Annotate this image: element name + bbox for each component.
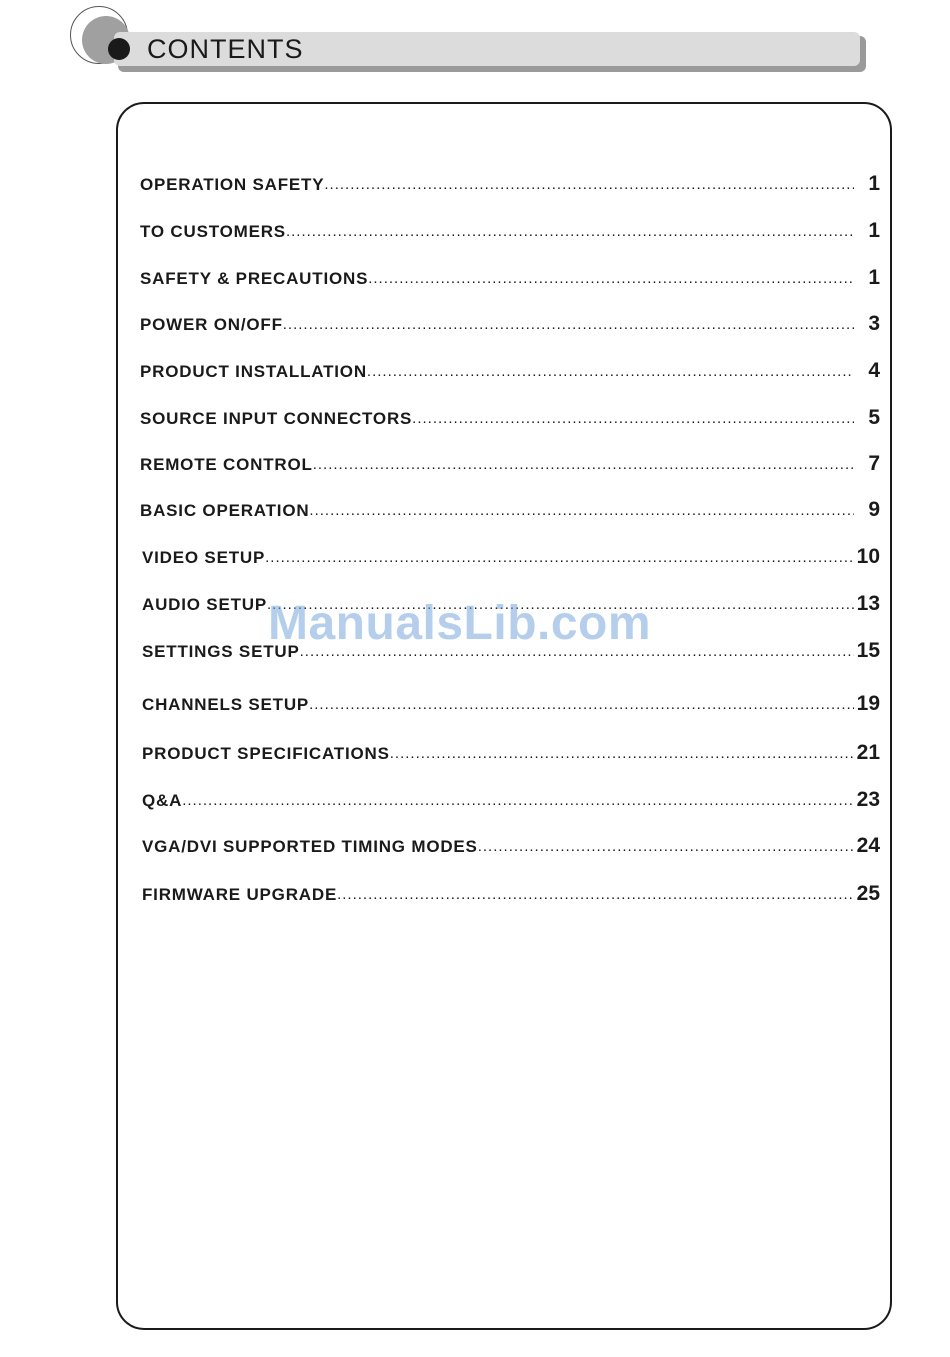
toc-entry[interactable] (140, 306, 880, 336)
contents-header (70, 6, 870, 72)
toc-entry-page: 23 (856, 788, 880, 811)
toc-leader-dots (265, 547, 854, 569)
toc-entry-page: 21 (856, 741, 880, 764)
toc-leader-dots (390, 743, 854, 765)
toc-entry-title: VIDEO SETUP (142, 548, 266, 567)
toc-entry-page: 5 (868, 406, 880, 429)
toc-entry[interactable] (140, 400, 880, 430)
toc-entry-page: 24 (856, 834, 880, 857)
toc-leader-dots (283, 314, 854, 336)
toc-entry[interactable] (142, 735, 880, 765)
toc-entry-page: 19 (856, 692, 880, 715)
toc-entry-title: Q&A (142, 791, 183, 810)
toc-entry-title: OPERATION SAFETY (140, 175, 325, 194)
toc-leader-dots (368, 268, 854, 290)
toc-entry-page: 1 (868, 172, 880, 195)
toc-entry[interactable] (142, 539, 880, 569)
toc-entry-title: CHANNELS SETUP (142, 695, 310, 714)
toc-entry-title: FIRMWARE UPGRADE (142, 885, 338, 904)
toc-leader-dots (309, 694, 854, 716)
toc-entry-title: REMOTE CONTROL (140, 455, 313, 474)
toc-entry-title: TO CUSTOMERS (140, 222, 286, 241)
toc-entry-page: 7 (868, 452, 880, 475)
toc-entry[interactable] (140, 260, 880, 290)
toc-entry-title: PRODUCT INSTALLATION (140, 362, 367, 381)
toc-entry-title: VGA/DVI SUPPORTED TIMING MODES (142, 837, 478, 856)
toc-leader-dots (313, 454, 854, 476)
toc-entry-page: 9 (868, 498, 880, 521)
toc-entry-title: POWER ON/OFF (140, 315, 283, 334)
toc-leader-dots (412, 408, 854, 430)
bullet-icon (108, 38, 130, 60)
toc-entry-title: SETTINGS SETUP (142, 642, 300, 661)
toc-entry-page: 15 (856, 639, 880, 662)
watermark-text: ManualsLib.com (268, 597, 652, 650)
toc-entry[interactable] (142, 828, 880, 858)
page-title: CONTENTS (147, 34, 304, 64)
toc-entry-page: 10 (856, 545, 880, 568)
toc-entry-page: 4 (868, 359, 880, 382)
toc-leader-dots (286, 221, 854, 243)
toc-entry-title: SAFETY & PRECAUTIONS (140, 269, 369, 288)
toc-leader-dots (324, 174, 854, 196)
toc-leader-dots (182, 790, 854, 812)
toc-entry-title: SOURCE INPUT CONNECTORS (140, 409, 413, 428)
toc-entry[interactable] (140, 446, 880, 476)
toc-entry-page: 1 (868, 219, 880, 242)
toc-entry[interactable] (140, 213, 880, 243)
toc-entry-page: 1 (868, 266, 880, 289)
toc-leader-dots (478, 836, 854, 858)
toc-entry[interactable] (142, 686, 880, 716)
toc-entry-page: 3 (868, 312, 880, 335)
toc-entry-title: BASIC OPERATION (140, 501, 310, 520)
toc-leader-dots (337, 884, 854, 906)
toc-entry[interactable] (140, 353, 880, 383)
toc-entry-title: PRODUCT SPECIFICATIONS (142, 744, 390, 763)
toc-entry-title: AUDIO SETUP (142, 595, 267, 614)
toc-leader-dots (309, 500, 854, 522)
toc-entry[interactable] (142, 876, 880, 906)
toc-entry[interactable] (140, 166, 880, 196)
toc-entry-page: 25 (856, 882, 880, 905)
toc-entry[interactable] (142, 782, 880, 812)
toc-leader-dots (367, 361, 854, 383)
toc-entry-page: 13 (856, 592, 880, 615)
toc-entry[interactable] (140, 492, 880, 522)
